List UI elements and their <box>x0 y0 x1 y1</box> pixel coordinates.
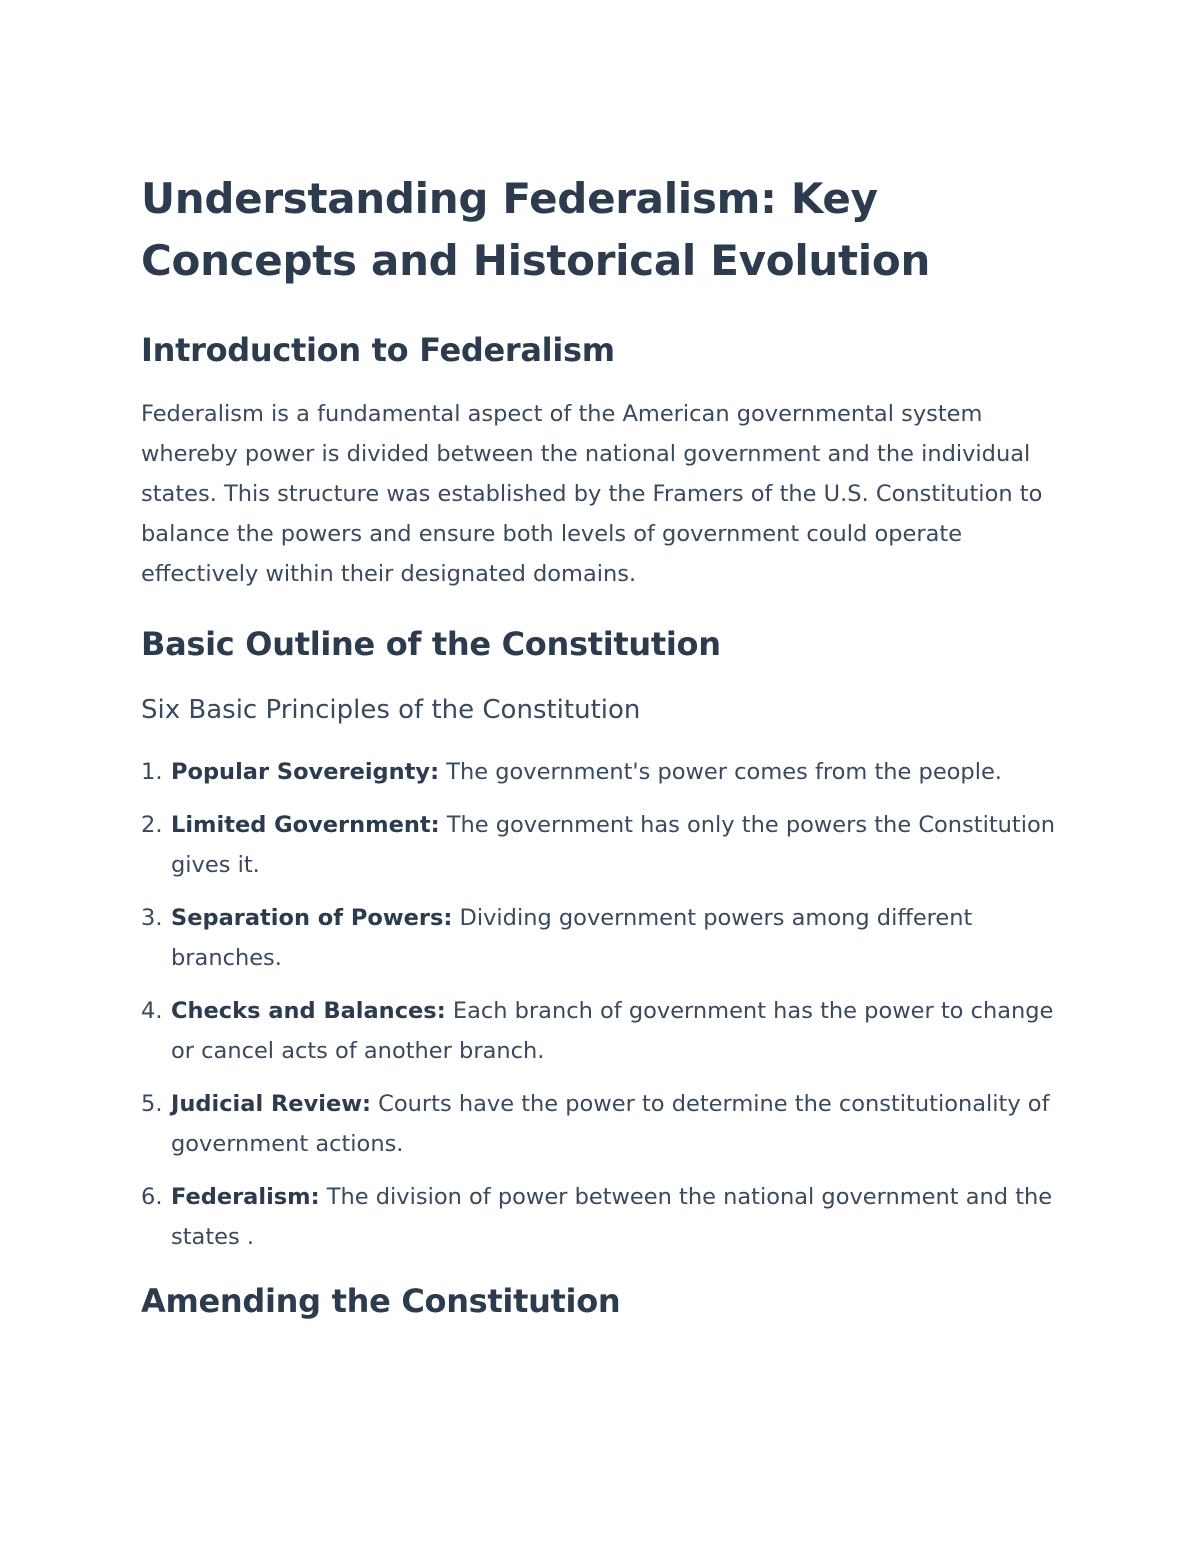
list-item <box>141 805 1071 885</box>
list-item-number: 3. <box>141 905 163 931</box>
list-item-term: Popular Sovereignty: <box>171 759 440 785</box>
list-item-number: 2. <box>141 812 163 838</box>
list-item <box>141 1177 1071 1257</box>
list-item-text: Courts have the power to determine the constitutionality of government actions. <box>171 1091 1050 1157</box>
list-item <box>141 752 1071 792</box>
list-item-text: The government has only the powers the Constitution gives it. <box>171 812 1056 878</box>
list-item-term: Federalism: <box>171 1184 320 1210</box>
list-item-number: 4. <box>141 998 163 1024</box>
list-item-text: Each branch of government has the power to change or cancel acts of another branch. <box>171 998 1054 1064</box>
list-item-term: Limited Government: <box>171 812 440 838</box>
principles-subheading: Six Basic Principles of the Constitution <box>141 695 641 725</box>
list-item-text: The government's power comes from the people. <box>439 759 1002 785</box>
list-item-term: Separation of Powers: <box>171 905 453 931</box>
intro-paragraph: Federalism is a fundamental aspect of the American governmental system whereby power is divided between the national government and the individual states. This structure was established by the Framers of the U.S. Constitution to balance the powers and ensure both levels of government could operate effectively within their designated domains. <box>141 401 1043 587</box>
list-item-number: 5. <box>141 1091 163 1117</box>
list-item-number: 1. <box>141 759 163 785</box>
principles-list <box>141 752 1071 1257</box>
document-page <box>141 168 1071 1323</box>
outline-heading: Basic Outline of the Constitution <box>141 625 721 663</box>
intro-heading: Introduction to Federalism <box>141 331 615 369</box>
list-item <box>141 1084 1071 1164</box>
amending-heading: Amending the Constitution <box>141 1282 621 1320</box>
list-item-number: 6. <box>141 1184 163 1210</box>
list-item <box>141 991 1071 1071</box>
list-item-term: Judicial Review: <box>171 1091 371 1117</box>
page-title: Understanding Federalism: Key Concepts and Historical Evolution <box>141 174 931 285</box>
list-item <box>141 898 1071 978</box>
list-item-term: Checks and Balances: <box>171 998 446 1024</box>
list-item-text: Dividing government powers among different branches. <box>171 905 973 971</box>
list-item-text: The division of power between the national government and the states . <box>171 1184 1053 1250</box>
